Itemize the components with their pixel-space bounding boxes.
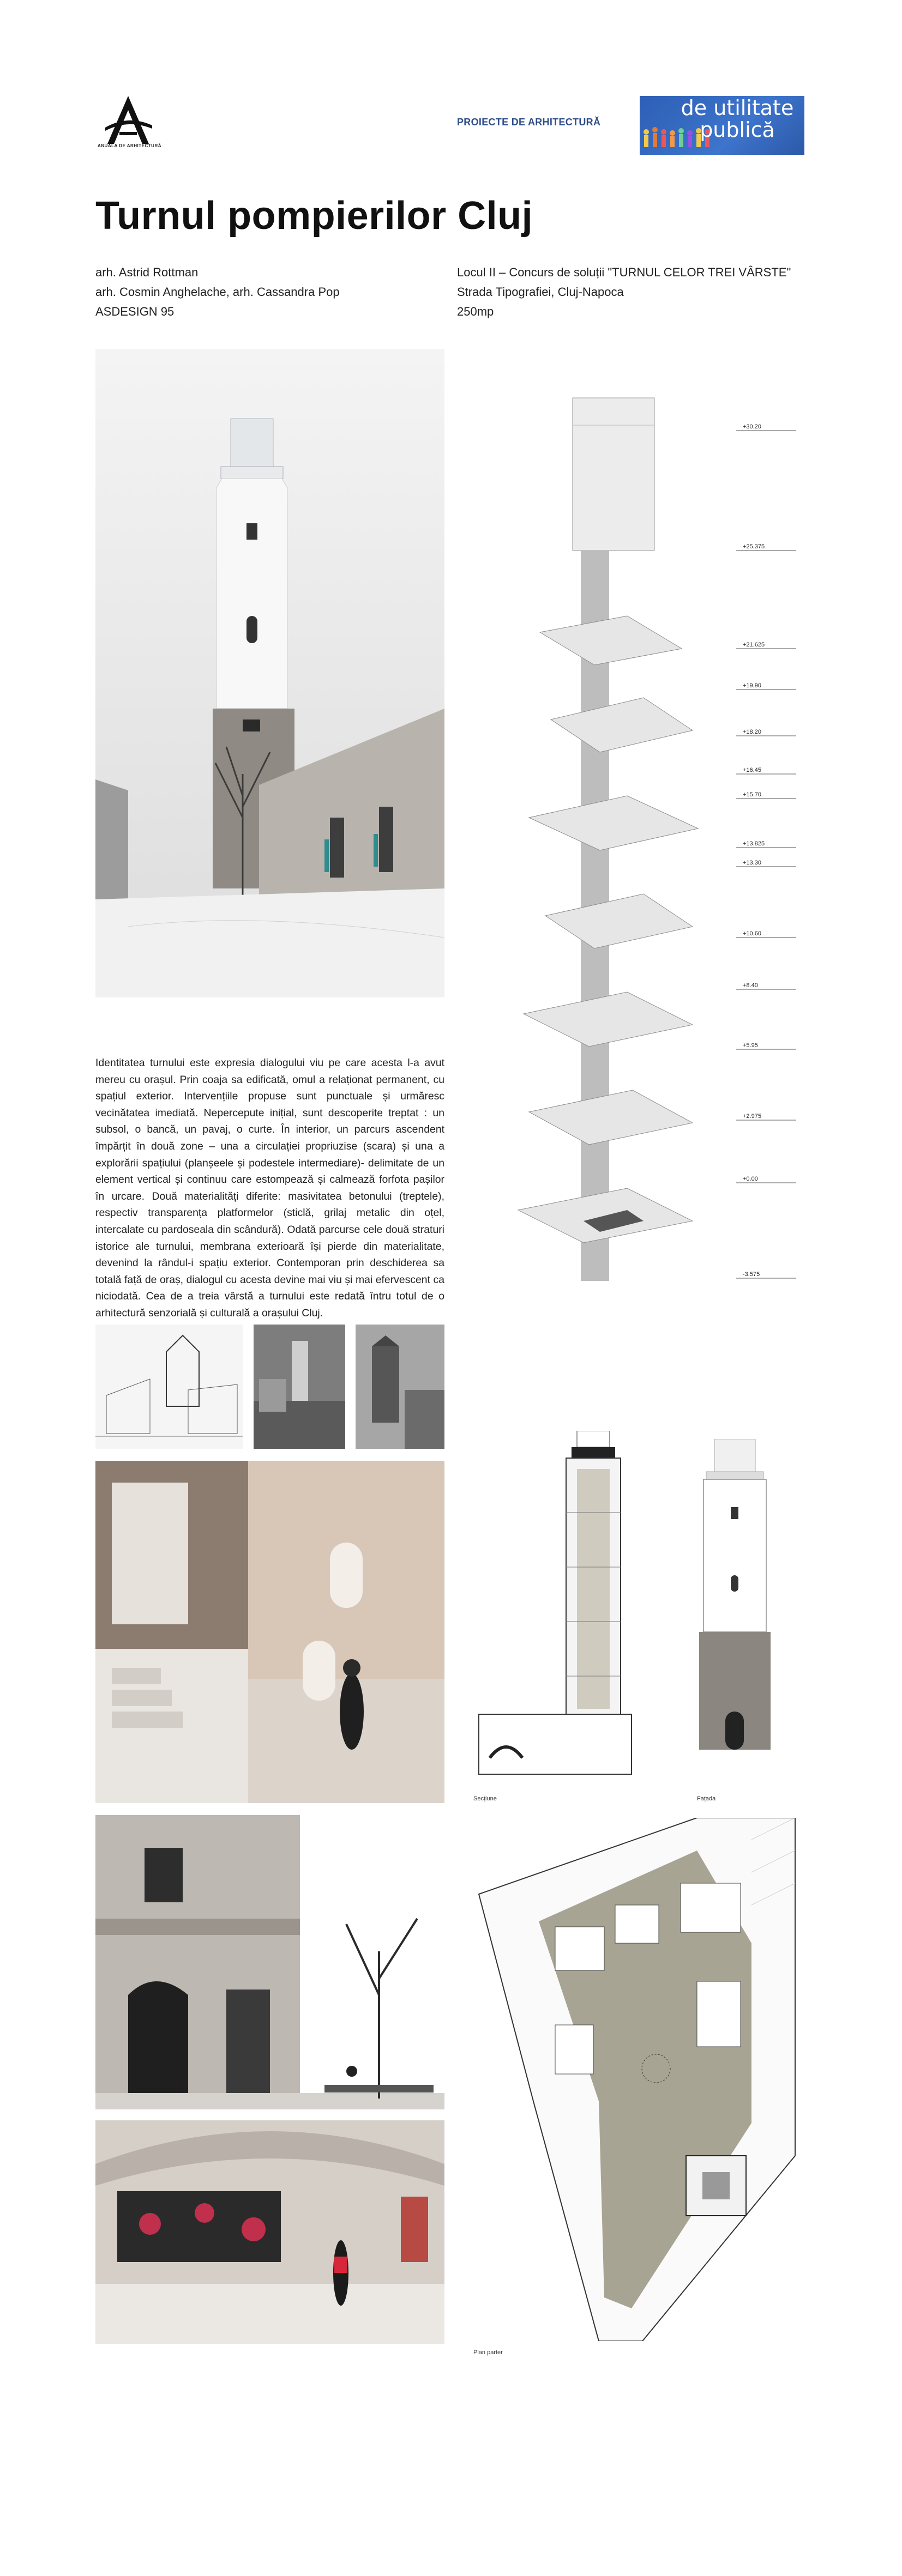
anuala-logo-icon: [95, 94, 161, 147]
author-line: ASDESIGN 95: [95, 305, 175, 318]
level-label: -3.575: [743, 1271, 760, 1278]
level-label: +15.70: [743, 791, 761, 798]
logo-text: ANUALA DE ARHITECTURĂ: [97, 143, 161, 148]
banner-line2: publică: [700, 118, 775, 142]
historic-sketch-image: [95, 1325, 243, 1449]
project-line: Locul II – Concurs de soluții "TURNUL CELOR TREI VÂRSTE": [457, 265, 791, 279]
section-caption: Secțiune: [473, 1795, 497, 1802]
level-label: +18.20: [743, 729, 761, 735]
plan-caption: Plan parter: [473, 2349, 503, 2356]
project-block: [457, 263, 791, 322]
basement-collage-image: [95, 2120, 444, 2344]
page-title: Turnul pompierilor Cluj: [95, 194, 533, 238]
project-line: Strada Tipografiei, Cluj-Napoca: [457, 285, 624, 299]
level-label: +10.60: [743, 930, 761, 937]
historic-photo-2-image: [356, 1325, 444, 1449]
level-label: +5.95: [743, 1042, 758, 1049]
level-label: +19.90: [743, 682, 761, 689]
level-label: +21.625: [743, 642, 765, 648]
level-label: +13.825: [743, 840, 765, 847]
facade-caption: Fațada: [697, 1795, 716, 1802]
tower-facade-drawing: [693, 1439, 777, 1750]
historic-photo-1-image: [254, 1325, 345, 1449]
tower-render-image: [95, 349, 444, 997]
level-label: +13.30: [743, 860, 761, 866]
authors-block: [95, 263, 340, 322]
level-label: +30.20: [743, 424, 761, 430]
author-line: arh. Cosmin Anghelache, arh. Cassandra Pop: [95, 285, 340, 299]
description-text: Identitatea turnului este expresia dialogului viu pe care acesta l-a avut mereu cu orașul. Prin coaja sa edificată, omul a relaționat permanent, cu spațiul exterior. Intervențiile propuse sunt punctuale și urmăresc vecinătatea imediată. Nepercepute inițial, sunt descoperite treptat : un subsol, o bancă, un pavaj, o curte. În interior, un parcurs ascendent împărțit în două zone – una a circulației propriuzise (scara) și una a explorării spațiului (planșeele și podestele intermediare)- delimitate de un element vertical și continuu care estompează și calmează forfota pașilor în urcare. Două materialități diferite: masivitatea betonului (treptele), respectiv transparența platformelor (sticlă, grilaj metalic din oțel, intercalate cu pardoseala din scândură). Odată parcurse cele două straturi istorice ale turnului, membrana exterioară își pierde din materialitate, devenind la rândul-i spațiu exterior. Contemporan prin deschiderea sa totală față de oraș, dialogul cu acesta devine mai viu și mai efervescent ca niciodată. Cea de a treia vârstă a turnului este redată întru totul de o arhitectură senzorială și culturală a orașului Cluj.: [95, 1057, 444, 1319]
courtyard-collage-image: [95, 1815, 444, 2109]
author-line: arh. Astrid Rottman: [95, 265, 199, 279]
banner: [640, 96, 804, 155]
interior-collage-image: [95, 1461, 444, 1803]
banner-line1: de utilitate: [681, 96, 794, 120]
level-label: +25.375: [743, 543, 765, 550]
level-label: +8.40: [743, 982, 758, 989]
level-label: +16.45: [743, 767, 761, 773]
ground-floor-plan-drawing: [468, 1818, 806, 2341]
level-label: +0.00: [743, 1176, 758, 1182]
level-label: +2.975: [743, 1113, 761, 1120]
tower-section-drawing: [468, 1431, 642, 1791]
project-line: 250mp: [457, 305, 494, 318]
section-label: PROIECTE DE ARHITECTURĂ: [457, 117, 601, 128]
exploded-axonometric-drawing: [464, 392, 802, 1308]
